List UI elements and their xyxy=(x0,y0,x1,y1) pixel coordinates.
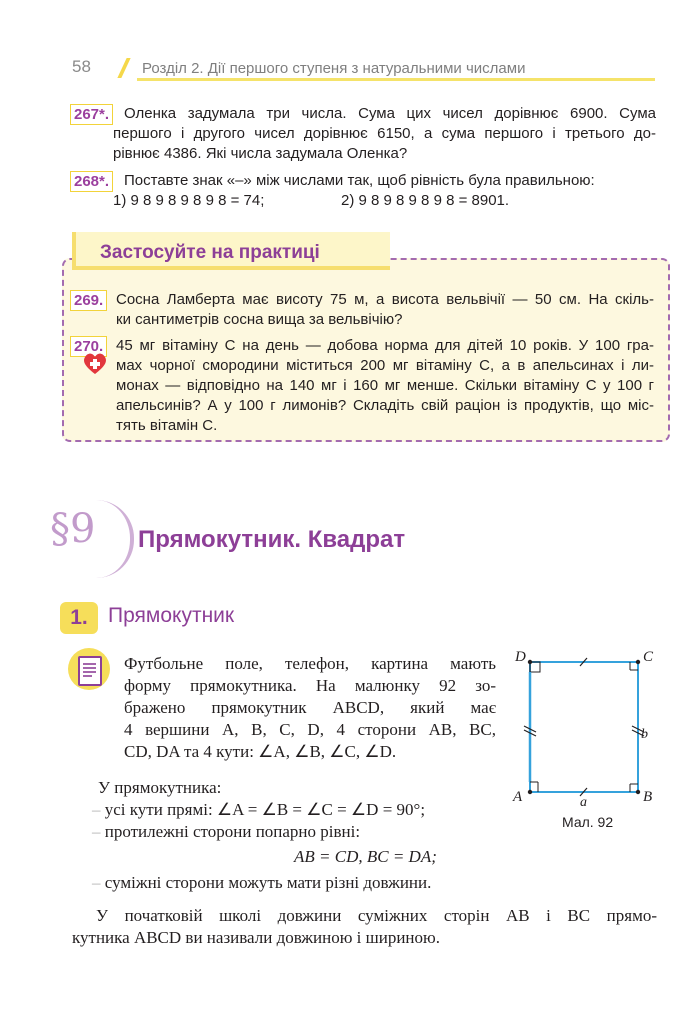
property-item-1 xyxy=(92,799,425,821)
chapter-title: Розділ 2. Дії першого ступеня з натуральними числами xyxy=(142,60,526,77)
problem-269-line-1: Сосна Ламберта має висоту 75 м, а висота вельвічії — 50 см. На скіль- xyxy=(116,291,654,308)
problem-267-line-3: рівнює 4386. Які числа задумала Оленка? xyxy=(113,145,408,162)
problem-268-part-2: 2) 9 8 9 8 9 8 9 8 = 8901. xyxy=(341,192,510,209)
closing-line-1: У початковій школі довжини суміжних сторін AB і BC прямо- xyxy=(96,906,657,925)
intro-line-5: CD, DA та 4 кути: ∠A, ∠B, ∠C, ∠D. xyxy=(124,742,397,761)
section-bracket xyxy=(96,500,134,578)
side-b-label: b xyxy=(641,727,648,742)
problem-270-line-3: монах — відповідно на 140 мг і 160 мг менше. Скільки вітаміну C у 100 г xyxy=(116,377,654,394)
vertex-a-label: A xyxy=(513,789,523,805)
subsection-title: Прямокутник xyxy=(108,604,235,627)
practice-title: Застосуйте на практиці xyxy=(72,232,390,270)
vertex-d-label: D xyxy=(515,649,526,665)
intro-line-1: Футбольне поле, телефон, картина мають xyxy=(124,654,496,673)
subsection-number: 1. xyxy=(60,602,98,634)
intro-line-4: 4 вершини A, B, C, D, 4 сторони AB, BC, xyxy=(124,720,496,739)
property-text: протилежні сторони попарно рівні: xyxy=(104,822,361,841)
vertex-b-label: B xyxy=(643,789,653,805)
header-underline xyxy=(137,78,655,81)
problem-270-line-5: тять вітамін C. xyxy=(116,417,218,434)
book-page-icon xyxy=(78,656,102,686)
heart-health-icon xyxy=(82,352,108,381)
problem-268-line-1: Поставте знак «–» між числами так, щоб рівність була правильною: xyxy=(124,172,595,189)
properties-heading: У прямокутника: xyxy=(98,778,222,797)
section-number: §9 xyxy=(50,506,96,552)
bullet-dash-icon: – xyxy=(92,822,101,841)
problem-number: 270. xyxy=(70,336,107,357)
problem-number: 268*. xyxy=(70,171,113,192)
problem-268-part-1: 1) 9 8 9 8 9 8 9 8 = 74; xyxy=(113,192,265,209)
problem-number: 267*. xyxy=(70,104,113,125)
intro-line-2: форму прямокутника. На малюнку 92 зо- xyxy=(124,676,496,695)
problem-267-line-2: першого і другого чисел дорівнює 6150, а сума першого і третього до- xyxy=(113,125,656,142)
property-formula: AB = CD, BC = DA; xyxy=(294,847,437,866)
problem-270-line-2: мах чорної смородини міститься 200 мг вітаміну C, а в апельсинах і ли- xyxy=(116,357,654,374)
header-divider xyxy=(117,58,130,78)
intro-line-3: бражено прямокутник ABCD, який має xyxy=(124,698,496,717)
problem-270-line-1: 45 мг вітаміну C на день — добова норма для дітей 10 років. У 100 гра- xyxy=(116,337,654,354)
problem-270-line-4: апельсинів? А у 100 г лимонів? Складіть свій раціон із продуктів, що міс- xyxy=(116,397,654,414)
side-a-label: a xyxy=(580,795,587,810)
figure-caption: Мал. 92 xyxy=(562,814,614,830)
problem-267-line-1: Оленка задумала три числа. Сума цих чисел дорівнює 6900. Сума xyxy=(124,105,656,122)
bullet-dash-icon: – xyxy=(92,800,101,819)
problem-267 xyxy=(70,104,113,125)
problem-268 xyxy=(70,171,113,192)
problem-number: 269. xyxy=(70,290,107,311)
problem-269 xyxy=(70,290,107,311)
vertex-c-label: C xyxy=(643,649,654,665)
property-item-3 xyxy=(92,872,431,894)
problem-269-line-2: ки сантиметрів сосна вища за вельвічію? xyxy=(116,311,403,328)
section-title: Прямокутник. Квадрат xyxy=(138,526,406,553)
property-text: суміжні сторони можуть мати різні довжини. xyxy=(104,873,432,892)
bullet-dash-icon: – xyxy=(92,873,101,892)
property-text: усі кути прямі: ∠A = ∠B = ∠C = ∠D = 90°; xyxy=(104,800,426,819)
closing-line-2: кутника ABCD ви називали довжиною і шириною. xyxy=(72,928,440,947)
property-item-2 xyxy=(92,821,360,843)
page-number: 58 xyxy=(72,57,91,76)
